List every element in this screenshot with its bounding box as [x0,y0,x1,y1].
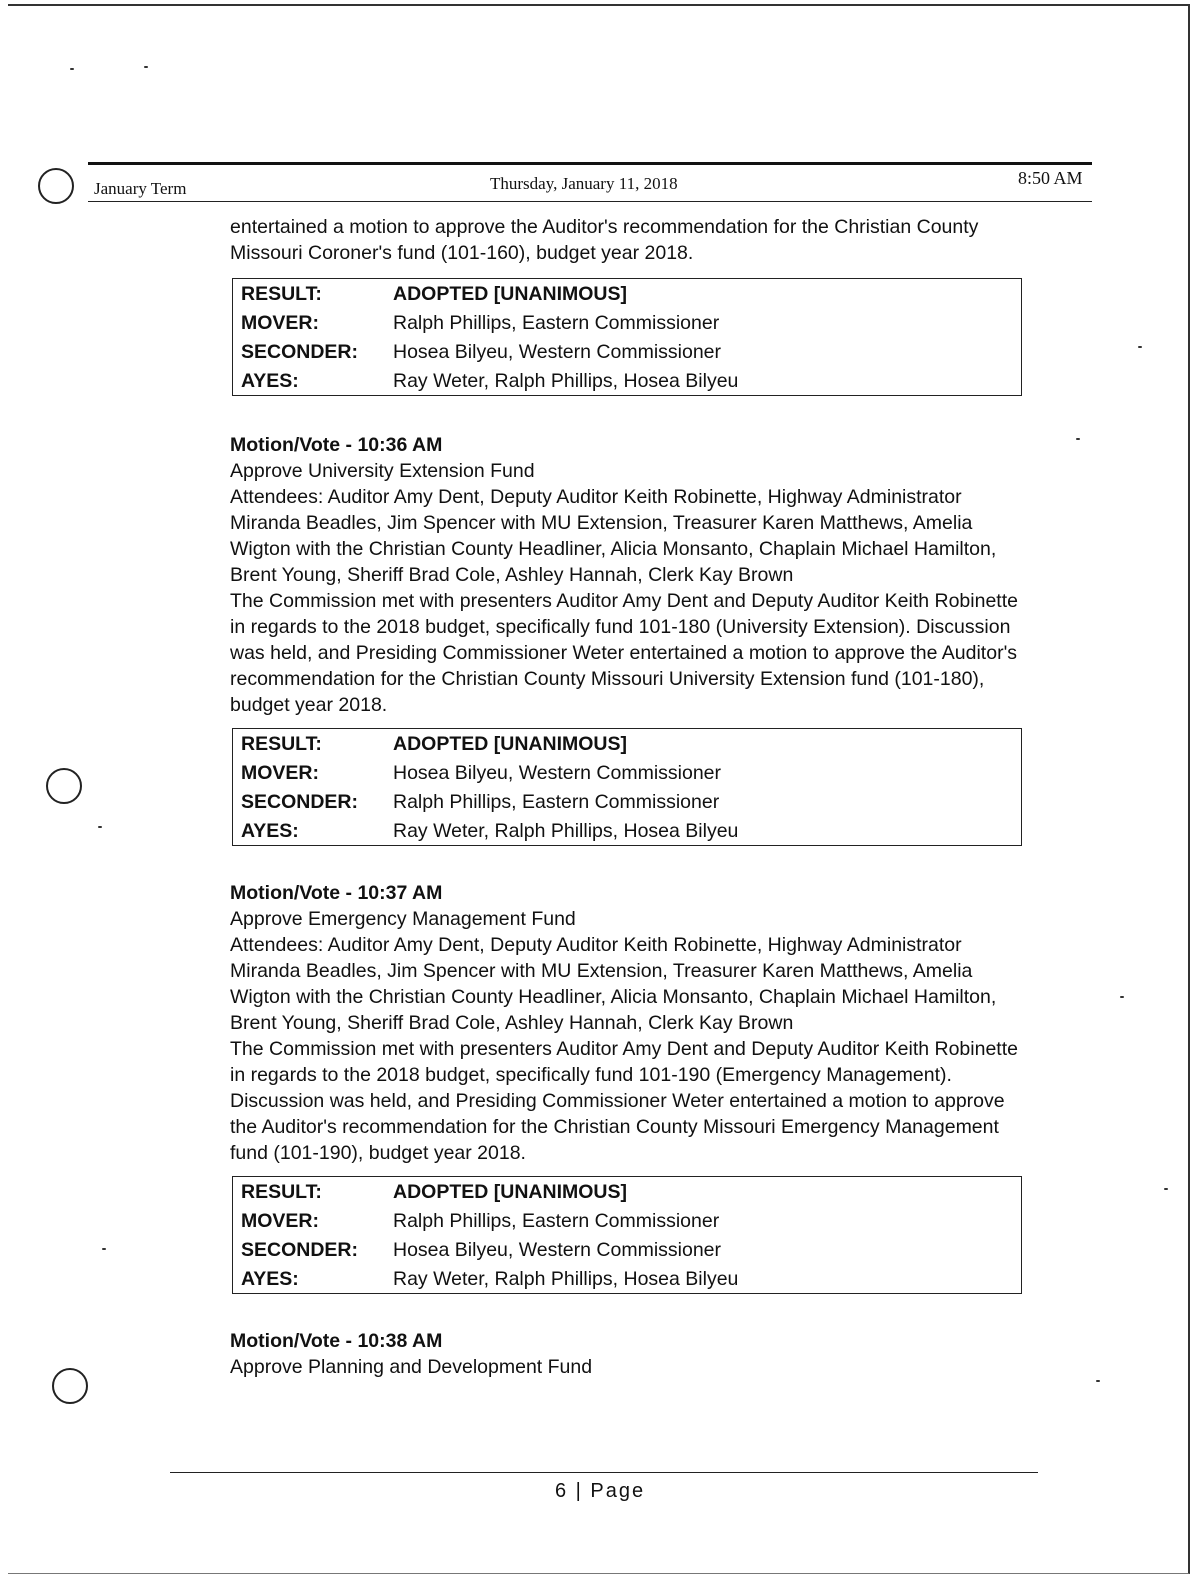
vote-seconder: Hosea Bilyeu, Western Commissioner [393,1238,722,1261]
punch-hole-top [38,168,74,204]
vote-label-result: RESULT: [241,732,322,755]
motion-title: Approve Planning and Development Fund [230,1356,593,1378]
vote-row-mover [233,758,1022,787]
minutes-content [230,214,1030,1380]
scan-speck [1120,996,1124,998]
vote-table [232,1176,1022,1294]
footer-rule [170,1472,1038,1473]
scan-speck [1096,1380,1100,1382]
scan-speck [98,826,102,828]
vote-row-mover [233,308,1022,337]
page-number: 6 | Page [555,1480,646,1502]
scan-speck [1164,1188,1168,1190]
vote-row-ayes [233,366,1022,396]
vote-label-mover: MOVER: [241,761,319,784]
scan-speck [102,1248,106,1250]
motion-heading: Motion/Vote - 10:38 AM [230,1330,443,1352]
vote-seconder: Ralph Phillips, Eastern Commissioner [393,790,720,813]
vote-label-seconder: SECONDER: [241,340,359,363]
vote-label-ayes: AYES: [241,819,299,842]
scan-speck [70,68,74,70]
header-time: 8:50 AM [1018,168,1083,188]
vote-label-result: RESULT: [241,1180,322,1203]
vote-row-result [233,729,1022,759]
vote-mover: Ralph Phillips, Eastern Commissioner [393,311,720,334]
vote-label-result: RESULT: [241,282,322,305]
vote-result: ADOPTED [UNANIMOUS] [393,1180,627,1203]
vote-row-seconder [233,1235,1022,1264]
vote-label-ayes: AYES: [241,1267,299,1290]
vote-label-ayes: AYES: [241,369,299,392]
punch-hole-middle [46,768,82,804]
intro-paragraph: entertained a motion to approve the Auditor's recommendation for the Christian County Missouri Coroner's fund (101-160), budget year 2018. [230,216,979,264]
vote-label-seconder: SECONDER: [241,790,359,813]
vote-mover: Ralph Phillips, Eastern Commissioner [393,1209,720,1232]
motion-title: Approve Emergency Management Fund [230,908,576,930]
vote-table [232,278,1022,396]
header-rule [88,162,1092,165]
vote-ayes: Ray Weter, Ralph Phillips, Hosea Bilyeu [393,819,739,842]
vote-row-seconder [233,337,1022,366]
vote-row-ayes [233,816,1022,846]
vote-row-result [233,279,1022,309]
motion-body: The Commission met with presenters Auditor Amy Dent and Deputy Auditor Keith Robinette in regards to the 2018 budget, specifically fund 101-190 (Emergency Management). Discussion was held, and Presiding Commissioner Weter entertained a motion to approve the Auditor's recommendation for the Christian County Missouri Emergency Management fund (101-190), budget year 2018. [230,1038,1018,1164]
vote-row-result [233,1177,1022,1207]
motion-attendees: Attendees: Auditor Amy Dent, Deputy Auditor Keith Robinette, Highway Administrator Miranda Beadles, Jim Spencer with MU Extension, Treasurer Karen Matthews, Amelia Wigton with the Christian County Headliner, Alicia Monsanto, Chaplain Michael Hamilton, Brent Young, Sheriff Brad Cole, Ashley Hannah, Clerk Kay Brown [230,486,997,586]
vote-row-seconder [233,787,1022,816]
motion-body: The Commission met with presenters Auditor Amy Dent and Deputy Auditor Keith Robinette in regards to the 2018 budget, specifically fund 101-180 (University Extension). Discussion was held, and Presiding Commissioner Weter entertained a motion to approve the Auditor's recommendation for the Christian County Missouri University Extension fund (101-180), budget year 2018. [230,590,1018,716]
scan-speck [1076,438,1080,440]
scan-speck [1138,346,1142,348]
vote-result: ADOPTED [UNANIMOUS] [393,732,627,755]
scan-speck [144,66,148,68]
vote-mover: Hosea Bilyeu, Western Commissioner [393,761,722,784]
motion-section [230,1328,1030,1380]
punch-hole-bottom [52,1368,88,1404]
vote-result: ADOPTED [UNANIMOUS] [393,282,627,305]
vote-row-ayes [233,1264,1022,1294]
motion-heading: Motion/Vote - 10:37 AM [230,882,443,904]
header-date: Thursday, January 11, 2018 [490,174,678,193]
vote-ayes: Ray Weter, Ralph Phillips, Hosea Bilyeu [393,1267,739,1290]
vote-label-seconder: SECONDER: [241,1238,359,1261]
vote-row-mover [233,1206,1022,1235]
vote-table [232,728,1022,846]
motion-section [230,880,1030,1294]
motion-heading: Motion/Vote - 10:36 AM [230,434,443,456]
vote-label-mover: MOVER: [241,1209,319,1232]
header-underline [88,201,1092,202]
vote-seconder: Hosea Bilyeu, Western Commissioner [393,340,722,363]
vote-ayes: Ray Weter, Ralph Phillips, Hosea Bilyeu [393,369,739,392]
motion-attendees: Attendees: Auditor Amy Dent, Deputy Auditor Keith Robinette, Highway Administrator Miranda Beadles, Jim Spencer with MU Extension, Treasurer Karen Matthews, Amelia Wigton with the Christian County Headliner, Alicia Monsanto, Chaplain Michael Hamilton, Brent Young, Sheriff Brad Cole, Ashley Hannah, Clerk Kay Brown [230,934,997,1034]
vote-label-mover: MOVER: [241,311,319,334]
motion-section [230,432,1030,846]
header-term: January Term [94,179,187,198]
motion-title: Approve University Extension Fund [230,460,535,482]
